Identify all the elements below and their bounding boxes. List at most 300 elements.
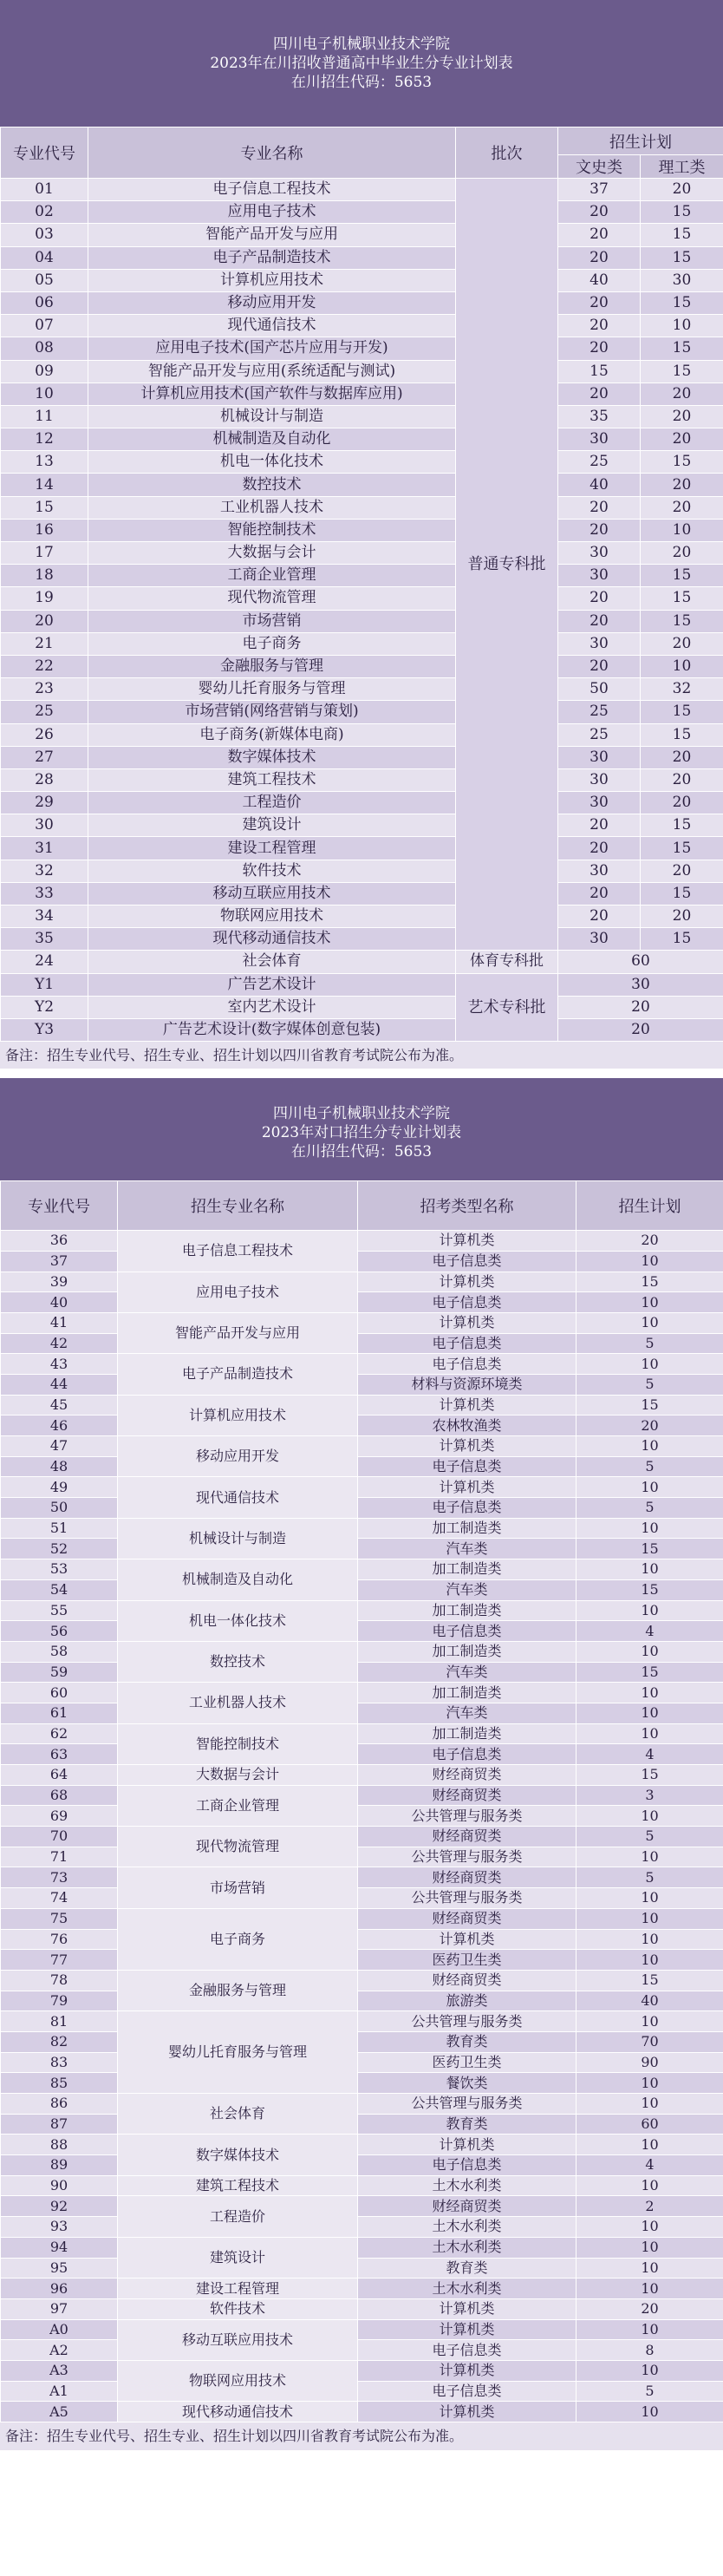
exam-category: 公共管理与服务类 bbox=[358, 2094, 576, 2115]
exam-category: 财经商贸类 bbox=[358, 1867, 576, 1888]
plan-count: 15 bbox=[576, 1272, 723, 1292]
table-row bbox=[1, 1312, 723, 1333]
plan-arts: 20 bbox=[558, 382, 641, 405]
batch-regular: 普通专科批 bbox=[456, 179, 558, 951]
major-code: 39 bbox=[1, 1272, 118, 1292]
plan-count: 10 bbox=[576, 1703, 723, 1723]
plan-arts: 30 bbox=[558, 792, 641, 814]
plan-count: 10 bbox=[576, 2279, 723, 2299]
exam-category: 计算机类 bbox=[358, 1272, 576, 1292]
major-name: 机械制造及自动化 bbox=[88, 428, 456, 451]
plan-arts: 20 bbox=[558, 496, 641, 519]
exam-category: 计算机类 bbox=[358, 2298, 576, 2319]
major-code: Y2 bbox=[1, 996, 88, 1018]
plan-count: 10 bbox=[576, 2237, 723, 2258]
exam-category: 公共管理与服务类 bbox=[358, 1847, 576, 1867]
plan-arts: 30 bbox=[558, 768, 641, 791]
table-row bbox=[1, 1765, 723, 1786]
major-code: 21 bbox=[1, 632, 88, 655]
plan-science: 15 bbox=[641, 610, 723, 632]
plan-count: 10 bbox=[576, 2073, 723, 2094]
plan-arts: 20 bbox=[558, 814, 641, 837]
major-code: 93 bbox=[1, 2217, 118, 2238]
table-row bbox=[1, 1231, 723, 1252]
major-code: Y3 bbox=[1, 1018, 88, 1041]
major-code: 27 bbox=[1, 746, 88, 768]
exam-category: 电子信息类 bbox=[358, 1498, 576, 1519]
table-row bbox=[1, 565, 723, 587]
plan-count: 10 bbox=[576, 1436, 723, 1457]
major-name: 智能控制技术 bbox=[88, 519, 456, 541]
table-row bbox=[1, 382, 723, 405]
col-header-science: 理工类 bbox=[641, 155, 723, 179]
major-name: 应用电子技术 bbox=[88, 201, 456, 224]
plan-count: 10 bbox=[576, 1559, 723, 1580]
plan-science: 20 bbox=[641, 474, 723, 496]
plan-science: 15 bbox=[641, 291, 723, 314]
table-row bbox=[1, 2319, 723, 2340]
major-name: 移动应用开发 bbox=[118, 1436, 358, 1477]
plan-count: 10 bbox=[576, 2094, 723, 2115]
major-code: 16 bbox=[1, 519, 88, 541]
plan-science: 15 bbox=[641, 224, 723, 246]
exam-category: 教育类 bbox=[358, 2031, 576, 2052]
table-row bbox=[1, 2340, 723, 2361]
major-code: 96 bbox=[1, 2279, 118, 2299]
table-row bbox=[1, 2402, 723, 2422]
table-row bbox=[1, 837, 723, 860]
table-row bbox=[1, 1806, 723, 1827]
major-code: 87 bbox=[1, 2114, 118, 2135]
major-name: 建设工程管理 bbox=[88, 837, 456, 860]
plan-arts: 20 bbox=[558, 201, 641, 224]
table-row bbox=[1, 1251, 723, 1272]
major-name: 金融服务与管理 bbox=[88, 655, 456, 677]
section2-header bbox=[0, 1078, 723, 1180]
table-row bbox=[1, 1579, 723, 1600]
plan-science: 20 bbox=[641, 906, 723, 928]
col-header-code: 专业代号 bbox=[1, 1181, 118, 1231]
plan-count: 10 bbox=[576, 2402, 723, 2422]
table-row bbox=[1, 1395, 723, 1415]
plan-arts: 30 bbox=[558, 632, 641, 655]
major-code: 74 bbox=[1, 1888, 118, 1909]
plan-total: 20 bbox=[558, 1018, 723, 1041]
plan-count: 10 bbox=[576, 2258, 723, 2279]
plan-arts: 20 bbox=[558, 246, 641, 269]
major-name: 市场营销 bbox=[118, 1867, 358, 1908]
plan-count: 5 bbox=[576, 1456, 723, 1477]
col-header-name: 招生专业名称 bbox=[118, 1181, 358, 1231]
major-name: 广告艺术设计 bbox=[88, 973, 456, 996]
plan-count: 15 bbox=[576, 1662, 723, 1683]
plan-count: 2 bbox=[576, 2196, 723, 2217]
exam-category: 计算机类 bbox=[358, 1395, 576, 1415]
plan-science: 15 bbox=[641, 587, 723, 610]
major-name: 大数据与会计 bbox=[118, 1765, 358, 1786]
plan-count: 10 bbox=[576, 1950, 723, 1971]
plan-total: 30 bbox=[558, 973, 723, 996]
plan-arts: 15 bbox=[558, 360, 641, 382]
plan-arts: 30 bbox=[558, 746, 641, 768]
table-row bbox=[1, 2237, 723, 2258]
major-name: 机械制造及自动化 bbox=[118, 1559, 358, 1600]
school-name: 四川电子机械职业技术学院 bbox=[273, 36, 450, 53]
plan-count: 4 bbox=[576, 2155, 723, 2176]
table-row bbox=[1, 610, 723, 632]
table-row bbox=[1, 1374, 723, 1395]
major-code: 30 bbox=[1, 814, 88, 837]
major-name: 移动应用开发 bbox=[88, 291, 456, 314]
major-code: 79 bbox=[1, 1991, 118, 2011]
major-code: 41 bbox=[1, 1312, 118, 1333]
plan-arts: 20 bbox=[558, 882, 641, 905]
major-code: 53 bbox=[1, 1559, 118, 1580]
table-row bbox=[1, 451, 723, 474]
major-code: 09 bbox=[1, 360, 88, 382]
plan-arts: 40 bbox=[558, 474, 641, 496]
major-name: 电子产品制造技术 bbox=[88, 246, 456, 269]
table-title: 2023年对口招生分专业计划表 bbox=[261, 1124, 462, 1142]
exam-category: 汽车类 bbox=[358, 1662, 576, 1683]
plan-count: 5 bbox=[576, 1827, 723, 1847]
major-name: 应用电子技术 bbox=[118, 1272, 358, 1312]
table-row bbox=[1, 1559, 723, 1580]
major-name: 工业机器人技术 bbox=[118, 1683, 358, 1723]
exam-category: 加工制造类 bbox=[358, 1518, 576, 1539]
major-name: 婴幼儿托育服务与管理 bbox=[118, 2011, 358, 2094]
plan-total: 20 bbox=[558, 996, 723, 1018]
plan-count: 5 bbox=[576, 2381, 723, 2402]
plan-count: 15 bbox=[576, 1539, 723, 1559]
major-name: 建设工程管理 bbox=[118, 2279, 358, 2299]
plan-count: 10 bbox=[576, 1292, 723, 1313]
major-name: 电子信息工程技术 bbox=[88, 179, 456, 201]
major-name: 智能产品开发与应用 bbox=[88, 224, 456, 246]
exam-category: 电子信息类 bbox=[358, 1333, 576, 1354]
exam-category: 旅游类 bbox=[358, 1991, 576, 2011]
plan-count: 10 bbox=[576, 1806, 723, 1827]
col-header-plan: 招生计划 bbox=[558, 127, 723, 155]
plan-science: 15 bbox=[641, 814, 723, 837]
major-code: 10 bbox=[1, 382, 88, 405]
exam-category: 电子信息类 bbox=[358, 2340, 576, 2361]
batch-art: 艺术专科批 bbox=[456, 973, 558, 1042]
major-code: 50 bbox=[1, 1498, 118, 1519]
major-code: 68 bbox=[1, 1785, 118, 1806]
table-row bbox=[1, 337, 723, 360]
major-code: Y1 bbox=[1, 973, 88, 996]
major-code: 64 bbox=[1, 1765, 118, 1786]
table-row bbox=[1, 906, 723, 928]
plan-count: 10 bbox=[576, 2217, 723, 2238]
major-name: 建筑工程技术 bbox=[118, 2175, 358, 2196]
major-name: 物联网应用技术 bbox=[118, 2360, 358, 2401]
major-name: 工程造价 bbox=[88, 792, 456, 814]
major-name: 电子信息工程技术 bbox=[118, 1231, 358, 1272]
plan-count: 10 bbox=[576, 1641, 723, 1662]
major-code: 24 bbox=[1, 951, 88, 973]
major-code: 77 bbox=[1, 1950, 118, 1971]
table-row bbox=[1, 1908, 723, 1929]
exam-category: 汽车类 bbox=[358, 1539, 576, 1559]
table-row bbox=[1, 1950, 723, 1971]
col-header-arts: 文史类 bbox=[558, 155, 641, 179]
table-row bbox=[1, 1785, 723, 1806]
table-row bbox=[1, 1970, 723, 1991]
major-code: 40 bbox=[1, 1292, 118, 1313]
major-code: 34 bbox=[1, 906, 88, 928]
major-name: 计算机应用技术 bbox=[88, 269, 456, 291]
major-code: 85 bbox=[1, 2073, 118, 2094]
table-row bbox=[1, 1518, 723, 1539]
section1-header bbox=[0, 0, 723, 127]
table-row bbox=[1, 2094, 723, 2115]
table-row bbox=[1, 291, 723, 314]
major-code: 06 bbox=[1, 291, 88, 314]
major-name: 工业机器人技术 bbox=[88, 496, 456, 519]
plan-science: 32 bbox=[641, 678, 723, 701]
exam-category: 电子信息类 bbox=[358, 1456, 576, 1477]
exam-category: 教育类 bbox=[358, 2258, 576, 2279]
major-name: 软件技术 bbox=[118, 2298, 358, 2319]
major-name: 电子商务 bbox=[88, 632, 456, 655]
plan-science: 15 bbox=[641, 360, 723, 382]
major-code: 59 bbox=[1, 1662, 118, 1683]
table-row bbox=[1, 723, 723, 746]
table-row bbox=[1, 2360, 723, 2381]
table-row bbox=[1, 315, 723, 337]
major-code: 75 bbox=[1, 1908, 118, 1929]
major-code: 97 bbox=[1, 2298, 118, 2319]
table-row bbox=[1, 360, 723, 382]
major-code: 01 bbox=[1, 179, 88, 201]
table-row bbox=[1, 951, 723, 973]
exam-category: 医药卫生类 bbox=[358, 2052, 576, 2073]
plan-science: 10 bbox=[641, 519, 723, 541]
exam-category: 电子信息类 bbox=[358, 1292, 576, 1313]
table-row bbox=[1, 496, 723, 519]
major-code: 61 bbox=[1, 1703, 118, 1723]
major-name: 工程造价 bbox=[118, 2196, 358, 2237]
general-plan-table bbox=[0, 127, 723, 1042]
plan-arts: 30 bbox=[558, 928, 641, 951]
exam-category: 电子信息类 bbox=[358, 2155, 576, 2176]
major-code: 62 bbox=[1, 1723, 118, 1744]
exam-category: 计算机类 bbox=[358, 1477, 576, 1498]
table-row bbox=[1, 1867, 723, 1888]
exam-category: 土木水利类 bbox=[358, 2237, 576, 2258]
table-row bbox=[1, 2031, 723, 2052]
major-code: 26 bbox=[1, 723, 88, 746]
major-code: 15 bbox=[1, 496, 88, 519]
table-row bbox=[1, 1456, 723, 1477]
plan-count: 10 bbox=[576, 1888, 723, 1909]
major-code: 19 bbox=[1, 587, 88, 610]
major-code: 44 bbox=[1, 1374, 118, 1395]
table-row bbox=[1, 1991, 723, 2011]
table-row bbox=[1, 746, 723, 768]
table-row bbox=[1, 996, 723, 1018]
vocational-plan-table bbox=[0, 1180, 723, 2422]
major-name: 智能产品开发与应用(系统适配与测试) bbox=[88, 360, 456, 382]
exam-category: 计算机类 bbox=[358, 1231, 576, 1252]
plan-count: 15 bbox=[576, 1970, 723, 1991]
major-code: 14 bbox=[1, 474, 88, 496]
major-code: 37 bbox=[1, 1251, 118, 1272]
table-row bbox=[1, 2175, 723, 2196]
exam-category: 财经商贸类 bbox=[358, 1970, 576, 1991]
major-code: 49 bbox=[1, 1477, 118, 1498]
exam-category: 计算机类 bbox=[358, 2135, 576, 2155]
table-row bbox=[1, 201, 723, 224]
major-code: 51 bbox=[1, 1518, 118, 1539]
table-row bbox=[1, 405, 723, 428]
exam-category: 加工制造类 bbox=[358, 1683, 576, 1703]
major-name: 物联网应用技术 bbox=[88, 906, 456, 928]
exam-category: 计算机类 bbox=[358, 2402, 576, 2422]
major-code: 33 bbox=[1, 882, 88, 905]
table-row bbox=[1, 1847, 723, 1867]
major-code: A2 bbox=[1, 2340, 118, 2361]
exam-category: 加工制造类 bbox=[358, 1559, 576, 1580]
plan-arts: 30 bbox=[558, 428, 641, 451]
major-code: 73 bbox=[1, 1867, 118, 1888]
plan-science: 10 bbox=[641, 655, 723, 677]
plan-arts: 50 bbox=[558, 678, 641, 701]
table-row bbox=[1, 2052, 723, 2073]
major-name: 计算机应用技术 bbox=[118, 1395, 358, 1435]
major-name: 大数据与会计 bbox=[88, 542, 456, 565]
table-row bbox=[1, 1539, 723, 1559]
exam-category: 农林牧渔类 bbox=[358, 1415, 576, 1436]
plan-science: 20 bbox=[641, 542, 723, 565]
plan-science: 20 bbox=[641, 382, 723, 405]
exam-category: 计算机类 bbox=[358, 2360, 576, 2381]
major-code: 31 bbox=[1, 837, 88, 860]
major-code: 92 bbox=[1, 2196, 118, 2217]
exam-category: 计算机类 bbox=[358, 1312, 576, 1333]
exam-category: 加工制造类 bbox=[358, 1641, 576, 1662]
plan-science: 20 bbox=[641, 179, 723, 201]
plan-arts: 37 bbox=[558, 179, 641, 201]
major-name: 电子产品制造技术 bbox=[118, 1354, 358, 1395]
plan-science: 10 bbox=[641, 315, 723, 337]
major-code: 25 bbox=[1, 701, 88, 723]
plan-count: 15 bbox=[576, 1395, 723, 1415]
plan-count: 10 bbox=[576, 1683, 723, 1703]
major-name: 建筑设计 bbox=[88, 814, 456, 837]
major-name: 应用电子技术(国产芯片应用与开发) bbox=[88, 337, 456, 360]
major-code: 47 bbox=[1, 1436, 118, 1457]
table-row bbox=[1, 474, 723, 496]
plan-science: 20 bbox=[641, 768, 723, 791]
major-code: 70 bbox=[1, 1827, 118, 1847]
exam-category: 财经商贸类 bbox=[358, 1785, 576, 1806]
plan-count: 20 bbox=[576, 1231, 723, 1252]
plan-count: 3 bbox=[576, 1785, 723, 1806]
table-row bbox=[1, 2155, 723, 2176]
plan-arts: 35 bbox=[558, 405, 641, 428]
major-code: 46 bbox=[1, 1415, 118, 1436]
plan-science: 30 bbox=[641, 269, 723, 291]
major-code: 12 bbox=[1, 428, 88, 451]
major-name: 现代物流管理 bbox=[118, 1827, 358, 1867]
major-name: 现代移动通信技术 bbox=[118, 2402, 358, 2422]
exam-category: 电子信息类 bbox=[358, 1621, 576, 1642]
major-code: A3 bbox=[1, 2360, 118, 2381]
exam-category: 汽车类 bbox=[358, 1703, 576, 1723]
table-row bbox=[1, 2135, 723, 2155]
exam-category: 财经商贸类 bbox=[358, 1765, 576, 1786]
major-name: 软件技术 bbox=[88, 860, 456, 882]
table-row bbox=[1, 678, 723, 701]
plan-count: 10 bbox=[576, 1847, 723, 1867]
exam-category: 计算机类 bbox=[358, 1436, 576, 1457]
col-header-name: 专业名称 bbox=[88, 127, 456, 179]
major-code: 58 bbox=[1, 1641, 118, 1662]
plan-count: 10 bbox=[576, 1312, 723, 1333]
major-code: 32 bbox=[1, 860, 88, 882]
plan-arts: 20 bbox=[558, 610, 641, 632]
col-header-category: 招考类型名称 bbox=[358, 1181, 576, 1231]
plan-arts: 20 bbox=[558, 291, 641, 314]
plan-count: 40 bbox=[576, 1991, 723, 2011]
table-row bbox=[1, 2011, 723, 2032]
plan-science: 15 bbox=[641, 201, 723, 224]
major-code: 28 bbox=[1, 768, 88, 791]
major-name: 市场营销 bbox=[88, 610, 456, 632]
plan-count: 10 bbox=[576, 1518, 723, 1539]
table-row bbox=[1, 1477, 723, 1498]
plan-arts: 20 bbox=[558, 906, 641, 928]
major-code: 82 bbox=[1, 2031, 118, 2052]
plan-count: 10 bbox=[576, 1929, 723, 1950]
major-code: 83 bbox=[1, 2052, 118, 2073]
table-row bbox=[1, 269, 723, 291]
major-code: 05 bbox=[1, 269, 88, 291]
plan-count: 5 bbox=[576, 1333, 723, 1354]
table-row bbox=[1, 792, 723, 814]
major-code: 63 bbox=[1, 1744, 118, 1765]
major-name: 移动互联应用技术 bbox=[88, 882, 456, 905]
exam-category: 加工制造类 bbox=[358, 1723, 576, 1744]
table-row bbox=[1, 2381, 723, 2402]
plan-science: 15 bbox=[641, 723, 723, 746]
major-name: 电子商务 bbox=[118, 1908, 358, 1970]
exam-category: 财经商贸类 bbox=[358, 1908, 576, 1929]
table-row bbox=[1, 701, 723, 723]
enroll-code: 在川招生代码：5653 bbox=[290, 74, 433, 91]
major-name: 数控技术 bbox=[88, 474, 456, 496]
plan-count: 20 bbox=[576, 2298, 723, 2319]
plan-count: 15 bbox=[576, 1579, 723, 1600]
plan-science: 15 bbox=[641, 565, 723, 587]
major-name: 电子商务(新媒体电商) bbox=[88, 723, 456, 746]
table-row bbox=[1, 768, 723, 791]
plan-count: 5 bbox=[576, 1374, 723, 1395]
major-name: 现代移动通信技术 bbox=[88, 928, 456, 951]
plan-count: 15 bbox=[576, 1765, 723, 1786]
table-row bbox=[1, 1354, 723, 1375]
major-name: 智能控制技术 bbox=[118, 1723, 358, 1764]
plan-arts: 40 bbox=[558, 269, 641, 291]
exam-category: 教育类 bbox=[358, 2114, 576, 2135]
plan-count: 70 bbox=[576, 2031, 723, 2052]
exam-category: 医药卫生类 bbox=[358, 1950, 576, 1971]
table-row bbox=[1, 1888, 723, 1909]
major-code: 95 bbox=[1, 2258, 118, 2279]
